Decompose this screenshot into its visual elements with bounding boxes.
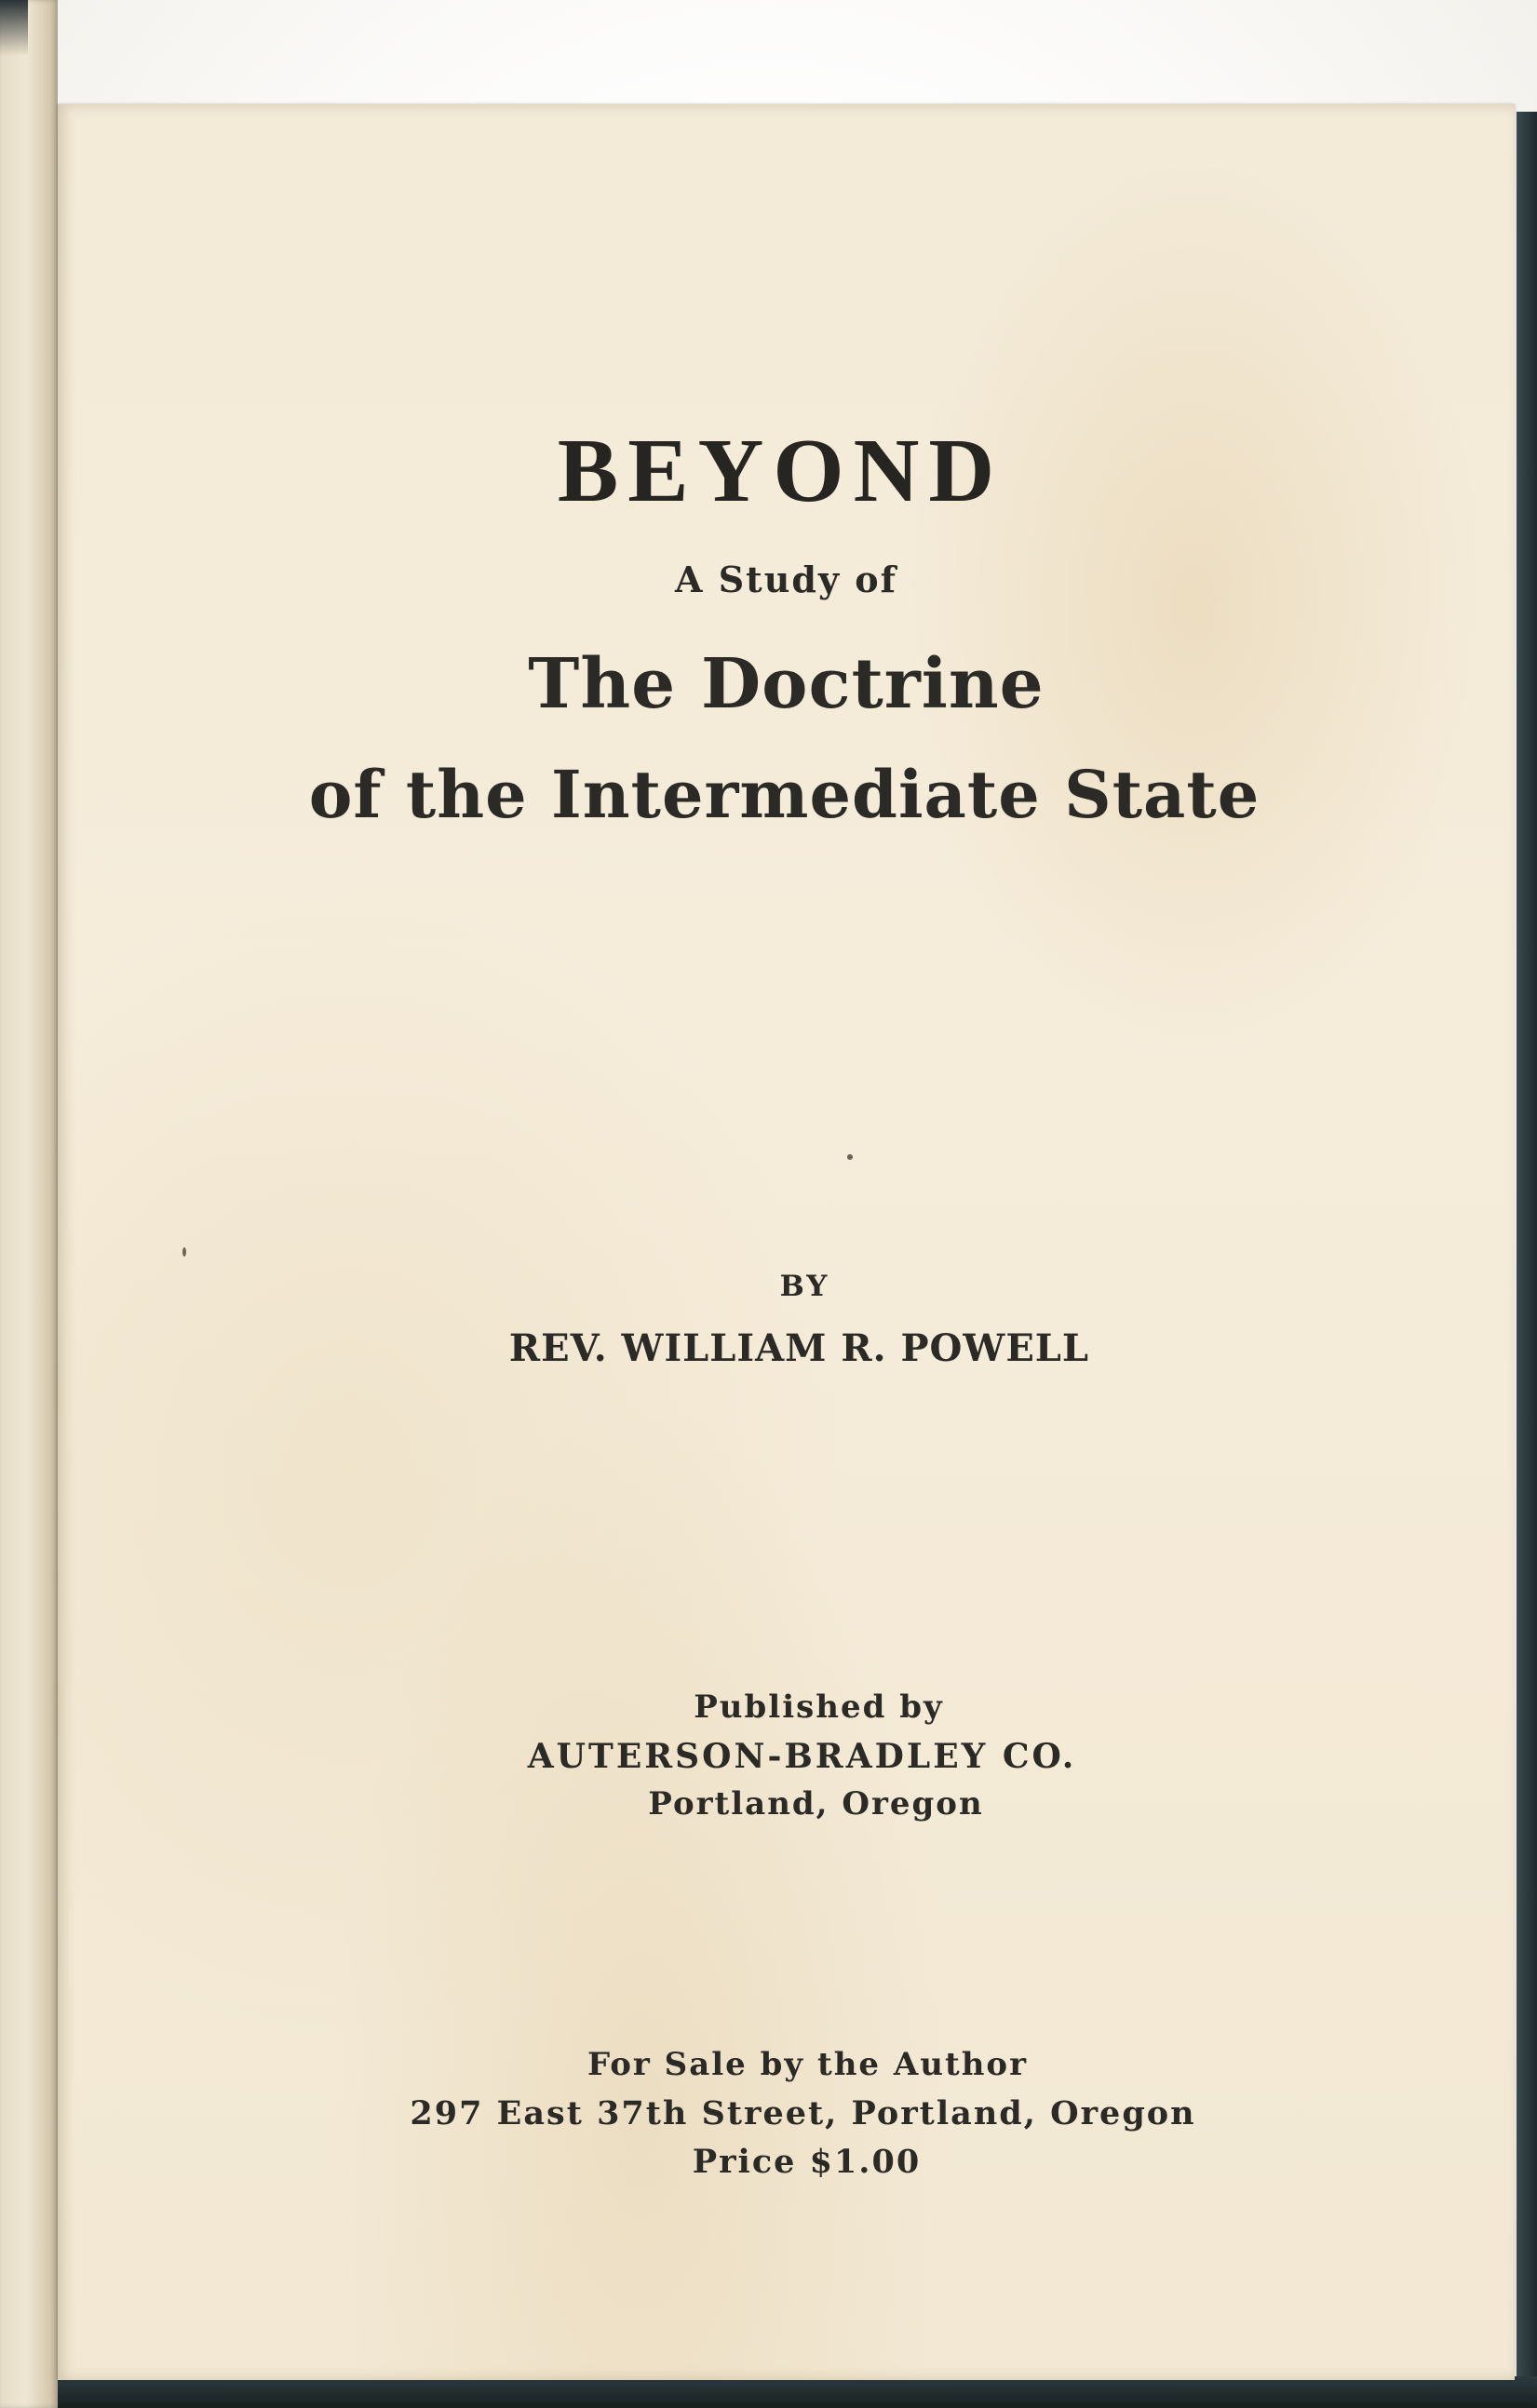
book-main-title-line-1: The Doctrine: [528, 644, 1045, 724]
book-main-title-line-2: of the Intermediate State: [308, 756, 1261, 833]
by-label: BY: [779, 1270, 830, 1303]
paper-speck: [847, 1154, 853, 1160]
author-address: 297 East 37th Street, Portland, Oregon: [410, 2094, 1196, 2132]
book-gutter: [0, 0, 58, 2408]
paper-speck: [182, 1247, 186, 1257]
book-subtitle: A Study of: [675, 558, 897, 600]
publisher-name: AUTERSON-BRADLEY CO.: [527, 1737, 1077, 1776]
publisher-city: Portland, Oregon: [648, 1785, 984, 1823]
for-sale-label: For Sale by the Author: [586, 2046, 1029, 2083]
price-label: Price $1.00: [692, 2143, 922, 2181]
book-spine-corner: [0, 0, 28, 56]
book-cover-bottom-edge: [37, 2376, 1537, 2408]
published-by-label: Published by: [694, 1688, 944, 1726]
book-title: BEYOND: [557, 421, 1004, 521]
title-page: [58, 104, 1515, 2380]
author-name: REV. WILLIAM R. POWELL: [508, 1326, 1090, 1370]
